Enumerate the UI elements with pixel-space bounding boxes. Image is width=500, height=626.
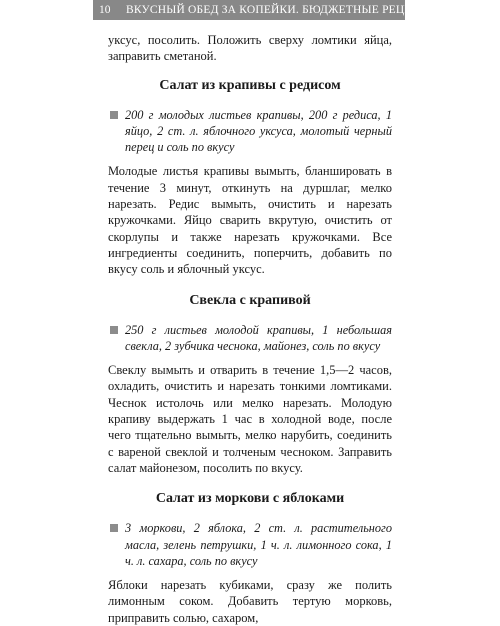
recipe-title: Салат из моркови с яблоками [155, 491, 345, 507]
ingredients-block [108, 520, 392, 569]
ingredients-text: 3 моркови, 2 яблока, 2 ст. л. растительного масла, зелень петрушки, 1 ч. л. лимонного сока, 1 ч. л. сахара, соль по вкусу [125, 521, 392, 568]
instructions-paragraph: Молодые листья крапивы вымыть, бланшировать в течение 3 минут, откинуть на дуршлаг, мелко нарезать. Редис вымыть, очистить и нарезать кружочками. Яйцо сварить вкрутую, очистить от скорлупы и также нарезать кружочками. Все ингредиенты соединить, поперчить, добавить по вкусу соль и яблочный уксус. [108, 164, 392, 277]
page-body [108, 32, 392, 626]
page-number: 10 [99, 4, 111, 16]
ingredients-block [108, 107, 392, 156]
square-bullet-icon [110, 111, 118, 119]
square-bullet-icon [110, 524, 118, 532]
ingredients-text: 200 г молодых листьев крапивы, 200 г редиса, 1 яйцо, 2 ст. л. яблочного уксуса, молотый черный перец и соль по вкусу [125, 107, 392, 155]
ingredients-block [108, 322, 392, 355]
instructions-paragraph: Свеклу вымыть и отварить в течение 1,5—2 часов, охладить, очистить и нарезать тонкими ломтиками. Чеснок истолочь или мелко нарезать. Молодую крапиву выдержать 1 час в холодной воде, после чего тщательно вымыть, мелко нарубить, соединить с вареной свеклой и толченым чесноком. Заправить салат майонезом, посолить по вкусу. [108, 363, 392, 475]
running-title: ВКУСНЫЙ ОБЕД ЗА КОПЕЙКИ. БЮДЖЕТНЫЕ РЕЦЕПТЫ [126, 4, 438, 16]
square-bullet-icon [110, 326, 118, 334]
intro-paragraph: уксус, посолить. Положить сверху ломтики яйца, заправить сметаной. [108, 33, 392, 64]
ingredients-text: 250 г листьев молодой крапивы, 1 небольшая свекла, 2 зубчика чеснока, майонез, соль по вкусу [125, 322, 392, 353]
recipe-title: Салат из крапивы с редисом [159, 77, 341, 93]
running-header [93, 0, 438, 20]
instructions-paragraph: Яблоки нарезать кубиками, сразу же полить лимонным соком. Добавить тертую морковь, приправить солью, сахаром, [108, 578, 392, 625]
recipe-title: Свекла с крапивой [189, 292, 311, 308]
